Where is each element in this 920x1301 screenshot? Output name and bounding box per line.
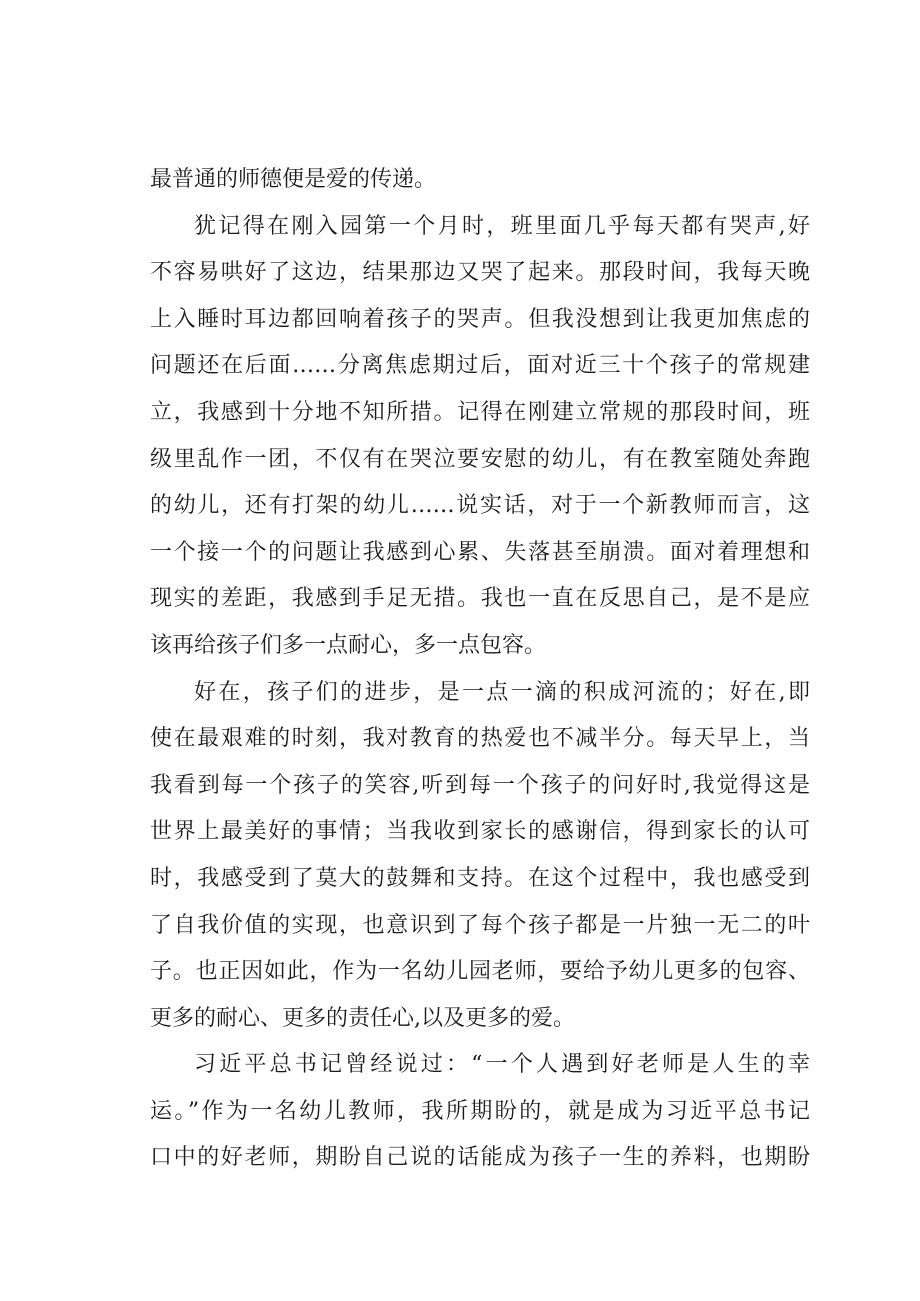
text-line: 时，我感受到了莫大的鼓舞和支持。在这个过程中，我也感受到: [150, 865, 810, 891]
text-line: 了自我价值的实现，也意识到了每个孩子都是一片独一无二的叶: [150, 912, 810, 938]
text-line: 好在，孩子们的进步，是一点一滴的积成河流的；好在,即: [194, 679, 810, 705]
text-line: 我看到每一个孩子的笑容,听到每一个孩子的问好时,我觉得这是: [150, 772, 810, 798]
text-line: 子。也正因如此，作为一名幼儿园老师，要给予幼儿更多的包容、: [150, 959, 810, 985]
text-line: 使在最艰难的时刻，我对教育的热爱也不减半分。每天早上，当: [150, 726, 810, 752]
paragraph-2: [150, 204, 810, 670]
text-line: 犹记得在刚入园第一个月时，班里面几乎每天都有哭声,好: [194, 213, 810, 239]
text-line: 不容易哄好了这边，结果那边又哭了起来。那段时间，我每天晚: [150, 260, 810, 286]
paragraph-4: [150, 1042, 810, 1182]
text-line: 问题还在后面……分离焦虑期过后，面对近三十个孩子的常规建: [150, 353, 810, 379]
paragraph-1: [150, 157, 810, 204]
text-line: 口中的好老师，期盼自己说的话能成为孩子一生的养料，也期盼: [150, 1145, 810, 1171]
text-line: 立，我感到十分地不知所措。记得在刚建立常规的那段时间，班: [150, 399, 810, 425]
text-line: 世界上最美好的事情；当我收到家长的感谢信，得到家长的认可: [150, 819, 810, 845]
body-text: [150, 157, 810, 1182]
text-line: 习近平总书记曾经说过：“一个人遇到好老师是人生的幸: [194, 1052, 810, 1078]
text-line: 的幼儿，还有打架的幼儿……说实话，对于一个新教师而言，这: [150, 493, 810, 519]
text-line: 该再给孩子们多一点耐心，多一点包容。: [150, 632, 547, 658]
text-line: 一个接一个的问题让我感到心累、失落甚至崩溃。面对着理想和: [150, 539, 810, 565]
text-line: 最普通的师德便是爱的传递。: [150, 167, 437, 192]
paragraph-3: [150, 670, 810, 1043]
text-line: 更多的耐心、更多的责任心,以及更多的爱。: [150, 1005, 575, 1031]
text-line: 现实的差距，我感到手足无措。我也一直在反思自己，是不是应: [150, 586, 810, 612]
text-line: 级里乱作一团，不仅有在哭泣要安慰的幼儿，有在教室随处奔跑: [150, 446, 810, 472]
text-line: 运。”作为一名幼儿教师，我所期盼的，就是成为习近平总书记: [150, 1098, 810, 1124]
text-line: 上入睡时耳边都回响着孩子的哭声。但我没想到让我更加焦虑的: [150, 306, 810, 332]
